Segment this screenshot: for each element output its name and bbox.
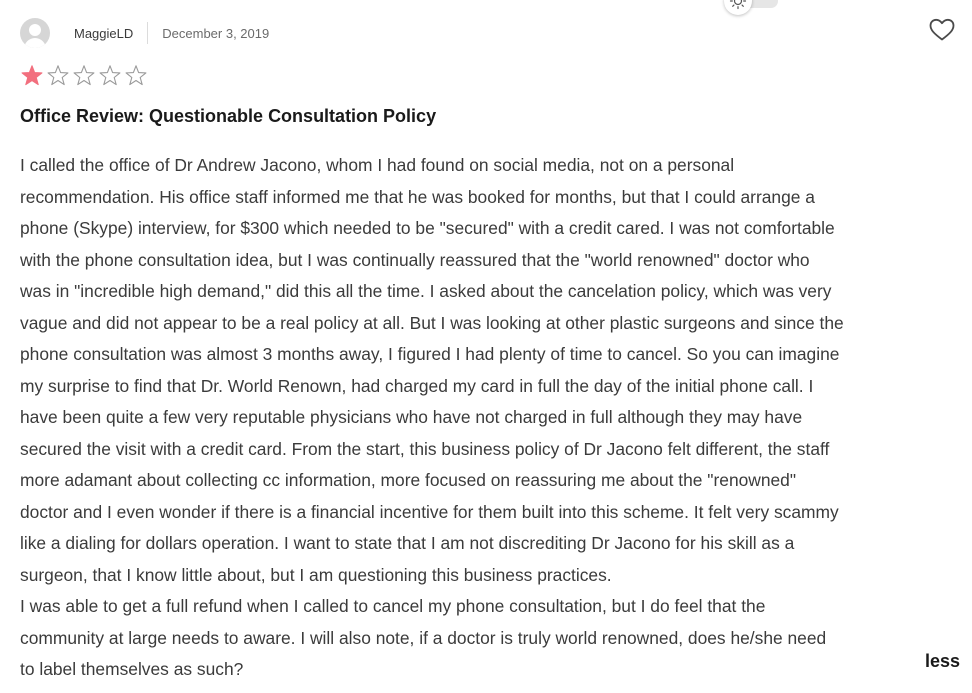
user-avatar-icon[interactable] xyxy=(20,18,50,48)
review-body-line: my surprise to find that Dr. World Renown, had charged my card in full the day of the initial phone call. I xyxy=(20,375,814,396)
sun-icon[interactable] xyxy=(724,0,752,15)
username[interactable]: MaggieLD xyxy=(74,25,134,41)
review-header xyxy=(20,16,269,50)
header-divider xyxy=(147,22,148,44)
review-date: December 3, 2019 xyxy=(162,25,270,41)
review-body-line: have been quite a few very reputable physicians who have not charged in full although they may have xyxy=(20,407,803,427)
heart-outline-icon[interactable] xyxy=(929,18,955,42)
review-body-line: with the phone consultation idea, but I was continually reassured that the "world renowned" doctor who xyxy=(20,249,810,270)
review-body-line: phone (Skype) interview, for $300 which needed to be "secured" with a credit cared. I was not comfortable xyxy=(20,218,835,238)
star-outline-icon xyxy=(124,64,148,88)
review-body-line: phone consultation was almost 3 months away, I figured I had plenty of time to cancel. So you can imagine xyxy=(20,344,840,364)
review-body-line: like a dialing for dollars operation. I want to state that I am not discrediting Dr Jacono for his skill as a xyxy=(20,533,795,553)
review-body xyxy=(20,150,965,686)
star-outline-icon xyxy=(98,64,122,88)
review-body-line: secured the visit with a credit card. From the start, this business policy of Dr Jacono felt different, the staff xyxy=(20,438,830,459)
review-body-line: I was able to get a full refund when I called to cancel my phone consultation, but I do feel that the xyxy=(20,596,766,616)
review-body-line: I called the office of Dr Andrew Jacono, whom I had found on social media, not on a personal xyxy=(20,155,735,175)
review-body-line: recommendation. His office staff informed me that he was booked for months, but that I could arrange a xyxy=(20,186,815,207)
review-body-line: was in "incredible high demand," did this all the time. I asked about the cancelation policy, which was very xyxy=(20,281,832,301)
review-body-line: doctor and I even wonder if there is a financial incentive for them built into this scheme. It felt very scammy xyxy=(20,501,839,522)
review-body-line: vague and did not appear to be a real policy at all. But I was looking at other plastic surgeons and since the xyxy=(20,312,844,333)
star-rating xyxy=(20,64,148,88)
star-outline-icon xyxy=(72,64,96,88)
star-outline-icon xyxy=(46,64,70,88)
star-filled-icon xyxy=(20,64,44,88)
review-body-line: surgeon, that I know little about, but I am questioning this business practices. xyxy=(20,564,612,585)
review-title: Office Review: Questionable Consultation Policy xyxy=(20,106,437,126)
review-body-line: more adamant about collecting cc information, more focused on reassuring me about the "renowned" xyxy=(20,470,797,490)
theme-toggle[interactable] xyxy=(724,0,778,10)
less-link[interactable]: less xyxy=(924,651,960,671)
review-body-line: to label themselves as such? xyxy=(20,659,244,679)
review-body-line: community at large needs to aware. I will also note, if a doctor is truly world renowned, does he/she need xyxy=(20,627,827,648)
